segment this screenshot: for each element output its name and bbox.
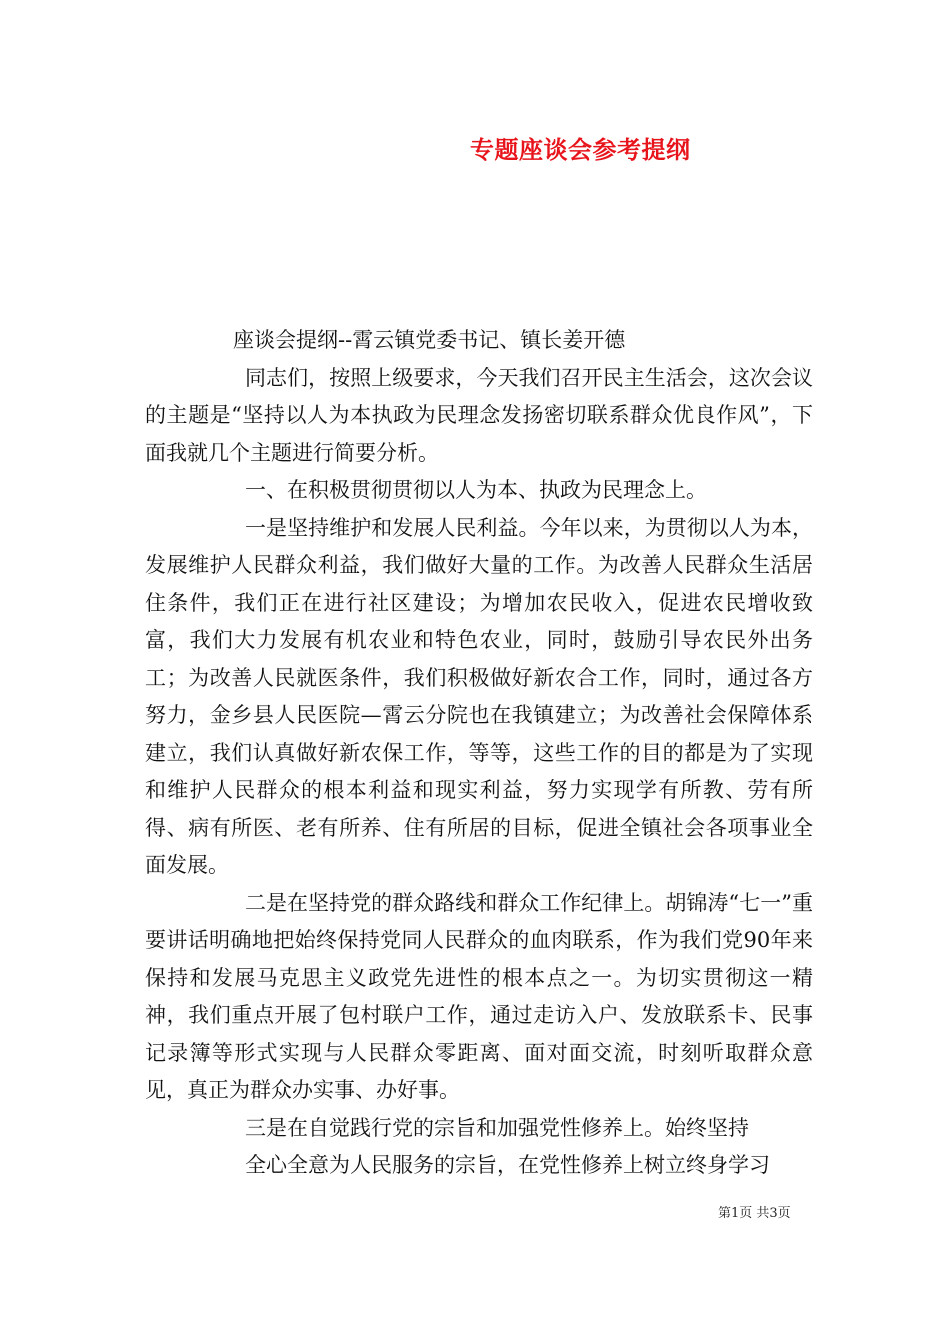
paragraph-5: 三是在自觉践行党的宗旨和加强党性修养上。始终坚持 — [245, 1115, 749, 1140]
paragraph-4: 二是在坚持党的群众路线和群众工作纪律上。胡锦涛“七一”重要讲话明确地把始终保持党同人民群众的血肉联系，作为我们党90年来保持和发展马克思主义政党先进性的根本点之一。为切实贯彻这一精神，我们重点开展了包村联户工作，通过走访入户、发放联系卡、民事记录簿等形式实现与人民群众零距离、面对面交流，时刻听取群众意见，真正为群众办实事、办好事。 — [145, 890, 813, 1102]
paragraph-2: 一、在积极贯彻贯彻以人为本、执政为民理念上。 — [245, 478, 707, 502]
paragraph-6: 全心全意为人民服务的宗旨，在党性修养上树立终身学习 — [245, 1153, 770, 1177]
paragraph-3: 一是坚持维护和发展人民利益。今年以来，为贯彻以人为本，发展维护人民群众利益，我们做好大量的工作。为改善人民群众生活居住条件，我们正在进行社区建设；为增加农民收入，促进农民增收致富，我们大力发展有机农业和特色农业，同时，鼓励引导农民外出务工；为改善人民就医条件，我们积极做好新农合工作，同时，通过各方努力，金乡县人民医院—霄云分院也在我镇建立；为改善社会保障体系建立，我们认真做好新农保工作，等等，这些工作的目的都是为了实现和维护人民群众的根本利益和现实利益，努力实现学有所教、劳有所得、病有所医、老有所养、住有所居的目标，促进全镇社会各项事业全面发展。 — [145, 515, 813, 877]
page-footer: 第1页 共3页 — [718, 1206, 791, 1221]
subtitle-line: 座谈会提纲--霄云镇党委书记、镇长姜开德 — [233, 328, 626, 352]
document-body — [145, 322, 813, 1185]
paragraph-1: 同志们，按照上级要求，今天我们召开民主生活会，这次会议的主题是“坚持以人为本执政为民理念发扬密切联系群众优良作风”，下面我就几个主题进行简要分析。 — [145, 365, 813, 465]
document-title: 专题座谈会参考提纲 — [470, 135, 691, 164]
